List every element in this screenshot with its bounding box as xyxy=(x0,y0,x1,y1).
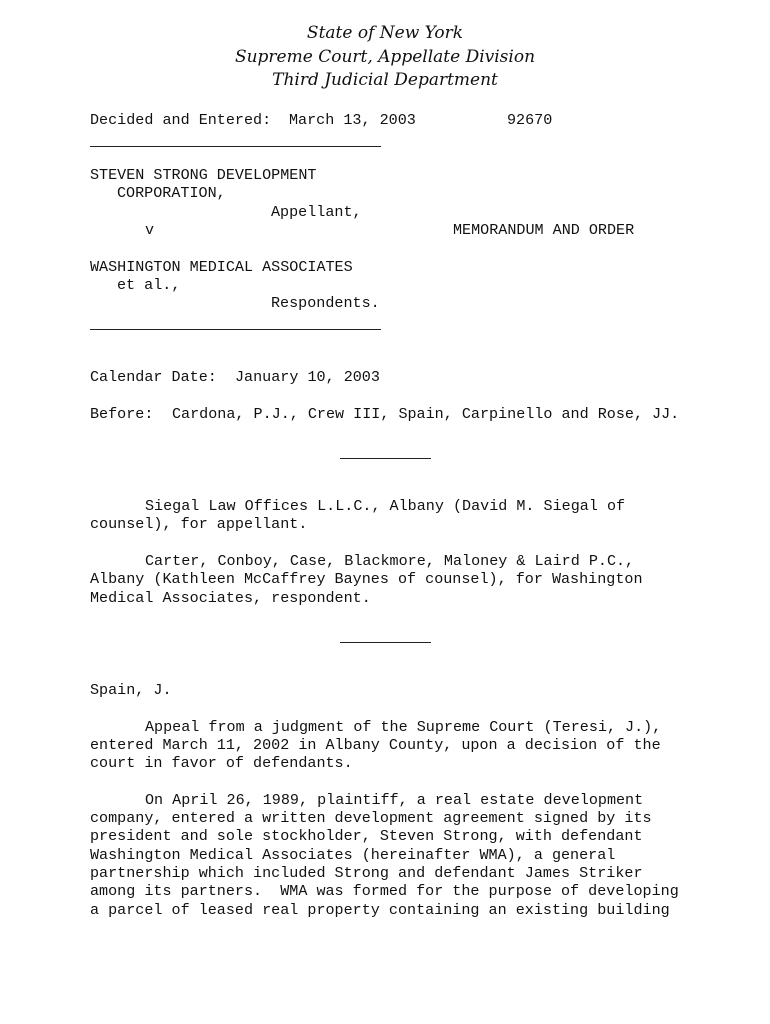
opinion-paragraph1-line2: entered March 11, 2002 in Albany County, upon a decision of the xyxy=(90,736,661,754)
docket-number: 92670 xyxy=(507,111,553,129)
decided-date: March 13, 2003 xyxy=(289,111,416,129)
order-title: MEMORANDUM AND ORDER xyxy=(453,221,635,239)
versus: v xyxy=(145,221,155,239)
header-state: State of New York xyxy=(306,23,464,43)
before-judges: Cardona, P.J., Crew III, Spain, Carpinello and Rose, JJ. xyxy=(172,405,680,423)
respondent-counsel-line2: Albany (Kathleen McCaffrey Baynes of counsel), for Washington xyxy=(90,570,643,588)
opinion-paragraph1-line1: Appeal from a judgment of the Supreme Court (Teresi, J.), xyxy=(145,718,662,736)
appellant-counsel-line2: counsel), for appellant. xyxy=(90,515,308,533)
respondent-counsel-line1: Carter, Conboy, Case, Blackmore, Maloney & Laird P.C., xyxy=(145,552,635,570)
opinion-paragraph2-line7: a parcel of leased real property containing an existing building xyxy=(90,901,670,919)
defendant-role: Respondents. xyxy=(271,294,380,312)
decided-label: Decided and Entered: xyxy=(90,111,272,129)
section-divider-2 xyxy=(340,642,431,643)
court-header xyxy=(0,22,770,93)
opinion-paragraph2-line6: among its partners. WMA was formed for the purpose of developing xyxy=(90,882,679,900)
plaintiff-role: Appellant, xyxy=(271,203,362,221)
opinion-paragraph1-line3: court in favor of defendants. xyxy=(90,754,353,772)
defendant-name-line2: et al., xyxy=(117,276,181,294)
caption-top-rule xyxy=(90,146,381,147)
calendar-date: January 10, 2003 xyxy=(235,368,380,386)
section-divider-1 xyxy=(340,458,431,459)
opinion-paragraph2-line5: partnership which included Strong and defendant James Striker xyxy=(90,864,643,882)
opinion-author: Spain, J. xyxy=(90,681,172,699)
appellant-counsel-line1: Siegal Law Offices L.L.C., Albany (David M. Siegal of xyxy=(145,497,626,515)
defendant-name-line1: WASHINGTON MEDICAL ASSOCIATES xyxy=(90,258,353,276)
header-department: Third Judicial Department xyxy=(272,70,498,90)
caption-bottom-rule xyxy=(90,329,381,330)
calendar-label: Calendar Date: xyxy=(90,368,217,386)
before-label: Before: xyxy=(90,405,154,423)
opinion-paragraph2-line4: Washington Medical Associates (hereinafter WMA), a general xyxy=(90,846,616,864)
opinion-paragraph2-line2: company, entered a written development agreement signed by its xyxy=(90,809,652,827)
respondent-counsel-line3: Medical Associates, respondent. xyxy=(90,589,371,607)
opinion-paragraph2-line1: On April 26, 1989, plaintiff, a real estate development xyxy=(145,791,644,809)
header-court: Supreme Court, Appellate Division xyxy=(234,46,536,67)
plaintiff-name-line2: CORPORATION, xyxy=(117,184,226,202)
plaintiff-name-line1: STEVEN STRONG DEVELOPMENT xyxy=(90,166,317,184)
opinion-paragraph2-line3: president and sole stockholder, Steven Strong, with defendant xyxy=(90,827,643,845)
